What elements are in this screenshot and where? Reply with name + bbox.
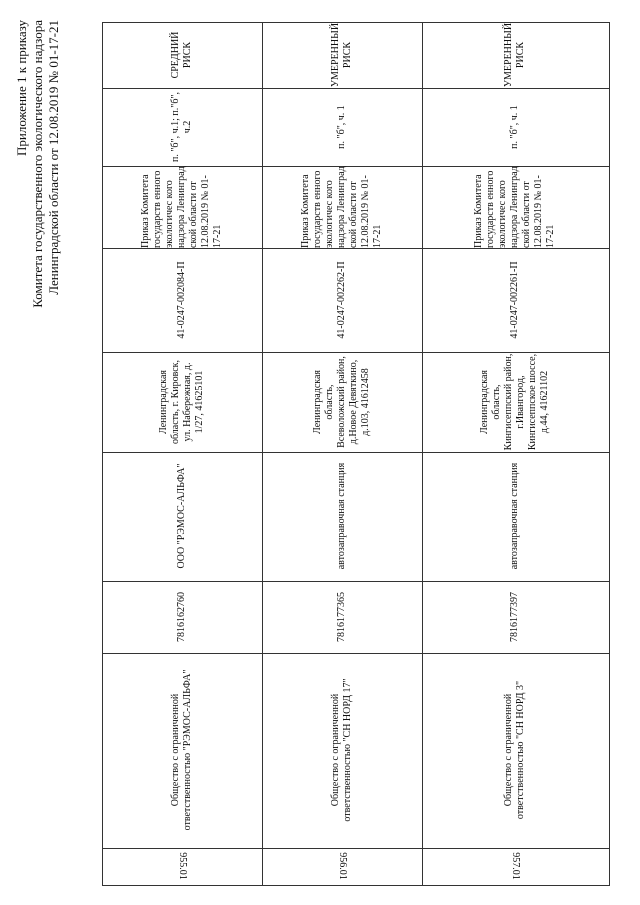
object-address: Ленинградская область, г. Кировск, ул. Набережная, д. 1/27, 41625101: [158, 359, 205, 445]
row-number: 956.01: [337, 852, 348, 880]
risk-category: СРЕДНИЙ РИСК: [170, 31, 193, 79]
header-line-3: Ленинградской области от 12.08.2019 № 01-17-21: [46, 20, 61, 295]
object-code: 41-0247-002084-П: [176, 261, 187, 339]
table-border: [102, 653, 610, 654]
object-code: 41-0247-002262-П: [336, 261, 347, 339]
criteria: п. "б", ч.1; п."б", ч.2: [170, 92, 193, 163]
organization-name: Общество с ограниченной ответственностью "РЭМОС-АЛЬФА": [170, 669, 193, 831]
risk-category: УМЕРЕННЫЙ РИСК: [503, 22, 526, 88]
row-number: 955.01: [177, 852, 188, 880]
criteria: п. "б", ч. 1: [509, 105, 520, 149]
header-line-2: Комитета государственного экологического надзора: [30, 20, 45, 308]
row-number: 957.01: [510, 852, 521, 880]
table-border: [609, 22, 610, 885]
criteria: п. "б", ч. 1: [336, 105, 347, 149]
organization-name: Общество с ограниченной ответственностью "СН НОРД 17": [330, 678, 353, 822]
table-border: [262, 22, 263, 885]
object-name: ООО "РЭМОС-АЛЬФА": [176, 463, 187, 569]
inn-value: 7816162760: [176, 592, 187, 642]
object-code: 41-0247-002261-П: [509, 261, 520, 339]
document-header: [14, 20, 62, 880]
object-name: автозаправочная станция: [336, 462, 347, 570]
order-reference: Приказ Комитета государств енного экологичес кого надзора Ленинград ской области от 12.08.2019 № 01-17-21: [473, 166, 556, 248]
table-border: [102, 22, 103, 885]
inn-value: 7816177365: [336, 592, 347, 642]
inn-value: 7816177397: [509, 592, 520, 642]
risk-category: УМЕРЕННЫЙ РИСК: [330, 22, 353, 88]
order-reference: Приказ Комитета государств енного экологичес кого надзора Ленинград ской области от 12.08.2019 № 01-17-21: [140, 166, 223, 248]
table-border: [422, 22, 423, 885]
table-border: [102, 248, 610, 249]
order-reference: Приказ Комитета государств енного экологичес кого надзора Ленинград ской области от 12.08.2019 № 01-17-21: [300, 166, 383, 248]
object-address: Ленинградская область, Кингисеппский район, г.Ивангород, Кингисеппское шоссе, д.44, 41621102: [479, 353, 550, 451]
object-name: автозаправочная станция: [509, 462, 520, 570]
object-address: Ленинградская область, Всеволожский район, д.Новое Девяткино, д.103, 41612458: [312, 356, 371, 448]
header-line-1: Приложение 1 к приказу: [14, 20, 29, 157]
organization-name: Общество с ограниченной ответственностью "СН НОРД 3": [503, 680, 526, 820]
table-border: [102, 885, 610, 886]
